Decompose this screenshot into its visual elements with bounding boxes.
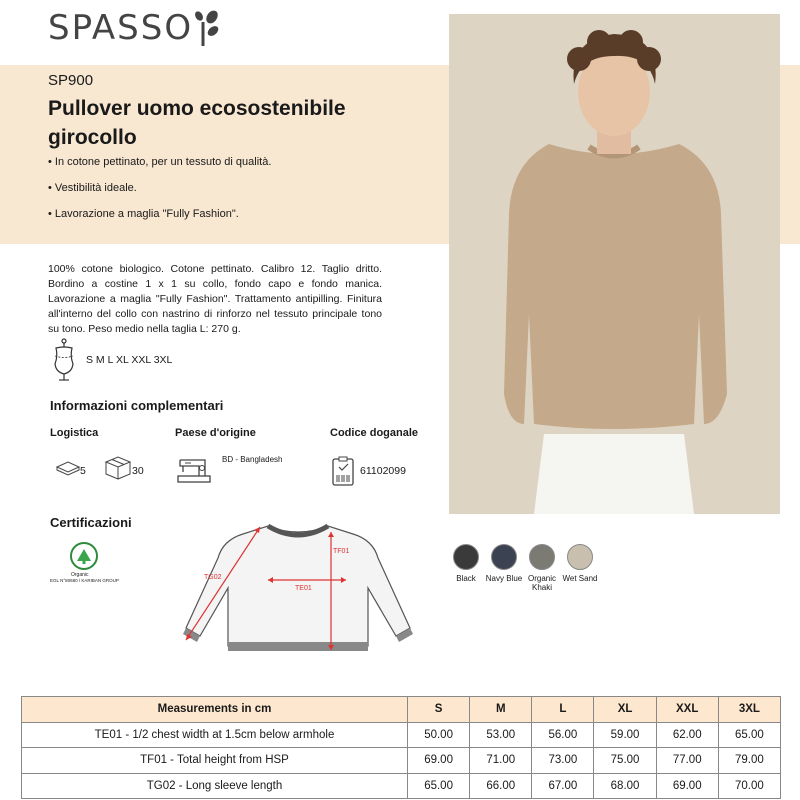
model-photo (449, 14, 780, 514)
customs-document-icon (331, 455, 355, 487)
sweater-measurement-diagram (178, 518, 418, 658)
available-sizes: S M L XL XXL 3XL (86, 354, 173, 366)
swatch-dot (453, 544, 479, 570)
table-cell: TE01 - 1/2 chest width at 1.5cm below armhole (22, 722, 408, 748)
customs-value: 61102099 (360, 465, 406, 477)
measurements-table (21, 696, 781, 799)
table-row (22, 748, 781, 774)
brand-logo (48, 8, 223, 48)
tg02-label: TG02 (204, 574, 222, 581)
table-row (22, 722, 781, 748)
logistics-small-count: 5 (80, 465, 86, 477)
table-row (22, 773, 781, 799)
table-cell: 66.00 (470, 773, 532, 799)
certifications-title: Certificazioni (50, 515, 132, 530)
table-header-row (22, 697, 781, 723)
swatch-label: Wet Sand (562, 574, 598, 583)
table-cell: 50.00 (408, 722, 470, 748)
info-title: Informazioni complementari (50, 398, 224, 413)
table-cell: 79.00 (718, 748, 780, 774)
table-cell: 68.00 (594, 773, 656, 799)
table-cell: TF01 - Total height from HSP (22, 748, 408, 774)
te01-label: TE01 (295, 585, 312, 592)
color-swatch-wet-sand[interactable] (561, 544, 599, 592)
mannequin-icon (48, 338, 80, 382)
table-cell: 69.00 (408, 748, 470, 774)
table-header: 3XL (718, 697, 780, 723)
table-cell: 59.00 (594, 722, 656, 748)
organic-badge-caption: EGL N°80680 / KARIBAN GROUP (50, 578, 119, 583)
organic-badge-text: Organic (71, 572, 89, 578)
logistics-large-count: 30 (132, 465, 144, 477)
product-photo (449, 14, 780, 514)
tf01-label: TF01 (333, 548, 350, 555)
table-header: XL (594, 697, 656, 723)
bullet-item: • In cotone pettinato, per un tessuto di qualità. (48, 156, 272, 168)
swatch-dot (567, 544, 593, 570)
swatch-label: Black (456, 574, 476, 583)
swatch-dot (491, 544, 517, 570)
table-cell: 77.00 (656, 748, 718, 774)
table-cell: 53.00 (470, 722, 532, 748)
table-cell: 62.00 (656, 722, 718, 748)
product-sku: SP900 (48, 72, 94, 89)
product-title: Pullover uomo ecosostenibile girocollo (48, 97, 346, 149)
origin-label: Paese d'origine (175, 427, 256, 439)
product-description: 100% cotone biologico. Cotone pettinato. Calibro 12. Taglio dritto. Bordino a costine 1 x 1 su collo, fondo capo e fondo manica. Lavorazione a maglia "Fully Fashion". Trattamento antipilling. Finitura all'interno del collo con nastrino di rinforzo nel tessuto principale tono su tono. Peso medio nella taglia L: 270 g. (48, 263, 382, 335)
leaf-icon (195, 8, 223, 48)
table-header: S (408, 697, 470, 723)
sewing-machine-icon (177, 456, 211, 484)
table-header: M (470, 697, 532, 723)
table-cell: 65.00 (408, 773, 470, 799)
header-band-right (780, 65, 800, 244)
table-cell: 73.00 (532, 748, 594, 774)
brand-name: SPASSO (48, 8, 194, 48)
swatch-dot (529, 544, 555, 570)
logistics-label: Logistica (50, 427, 99, 439)
sizes-row (48, 338, 172, 382)
table-cell: 67.00 (532, 773, 594, 799)
table-cell: 65.00 (718, 722, 780, 748)
customs-label: Codice doganale (330, 427, 419, 439)
color-swatch-organic-khaki[interactable] (523, 544, 561, 592)
table-cell: TG02 - Long sleeve length (22, 773, 408, 799)
table-header: Measurements in cm (22, 697, 408, 723)
table-cell: 69.00 (656, 773, 718, 799)
table-header: XXL (656, 697, 718, 723)
bullet-item: • Vestibilità ideale. (48, 182, 137, 194)
color-swatch-navy-blue[interactable] (485, 544, 523, 592)
product-bullets (48, 156, 271, 234)
bullet-item: • Lavorazione a maglia "Fully Fashion". (48, 208, 239, 220)
table-cell: 75.00 (594, 748, 656, 774)
table-cell: 71.00 (470, 748, 532, 774)
small-box-icon (55, 458, 81, 476)
table-cell: 70.00 (718, 773, 780, 799)
color-swatch-black[interactable] (447, 544, 485, 592)
table-header: L (532, 697, 594, 723)
table-cell: 56.00 (532, 722, 594, 748)
swatch-label: Organic Khaki (527, 574, 556, 592)
organic-certification-badge (68, 541, 100, 571)
large-box-icon (104, 455, 132, 481)
color-swatches (447, 544, 599, 592)
origin-value: BD - Bangladesh (222, 455, 283, 464)
swatch-label: Navy Blue (485, 574, 523, 583)
